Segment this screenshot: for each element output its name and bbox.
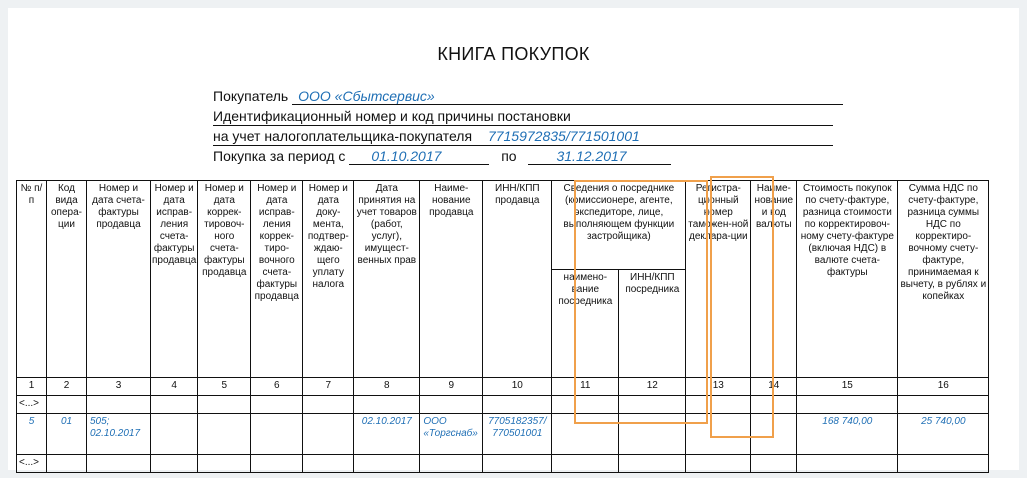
col-header-6: Номер и дата исправ-ления коррек-тиро-вочного счета-фактуры продавца: [251, 181, 303, 378]
col-header-8: Дата принятия на учет товаров (работ, услуг), имущест-венных прав: [354, 181, 420, 378]
col-header-1: № п/п: [17, 181, 47, 378]
col-header-15: Стоимость покупок по счету-фактуре, разница стоимости по корректировоч-ному счету-фактуре (включая НДС) в валюте счета-фактуры: [797, 181, 898, 378]
document-page: [8, 8, 1019, 470]
ellipsis-cell: <...>: [17, 455, 47, 473]
column-number-row: [17, 378, 989, 396]
col-header-12: ИНН/КПП посредника: [619, 270, 686, 378]
col-number: 4: [151, 378, 198, 396]
col-number: 6: [251, 378, 303, 396]
col-number: 2: [47, 378, 87, 396]
buyer-value: ООО «Сбытсервис»: [292, 88, 843, 105]
buyer-label: Покупатель: [213, 88, 289, 104]
col-number: 11: [552, 378, 619, 396]
document-title: КНИГА ПОКУПОК: [437, 44, 590, 64]
inn-line-2-label: на учет налогоплательщика-покупателя: [213, 128, 473, 144]
period-to: 31.12.2017: [528, 148, 671, 165]
col-number: 7: [303, 378, 354, 396]
col-header-11: наимено-вание посредника: [552, 270, 619, 378]
row-op-code: 01: [47, 414, 87, 455]
period-line: [213, 148, 671, 165]
inn-underline-1: [213, 125, 833, 126]
col-header-14: Наиме-нование и код валюты: [751, 181, 797, 378]
row-invoice: 505; 02.10.2017: [87, 414, 151, 455]
ellipsis-row: [17, 396, 989, 414]
col-header-9: Наиме-нование продавца: [420, 181, 483, 378]
col-header-13: Регистра-ционный номер таможен-ной деклара-ции: [686, 181, 751, 378]
col-header-5: Номер и дата коррек-тировоч-ного счета-фактуры продавца: [198, 181, 251, 378]
inn-line-1: Идентификационный номер и код причины постановки: [213, 108, 571, 124]
col-number: 5: [198, 378, 251, 396]
col-number: 15: [797, 378, 898, 396]
period-label: Покупка за период с: [213, 148, 346, 164]
col-number: 10: [483, 378, 552, 396]
col-number: 14: [751, 378, 797, 396]
buyer-line: [213, 88, 843, 105]
table-header-row: [17, 181, 989, 270]
ellipsis-cell: <...>: [17, 396, 47, 414]
period-to-label: по: [501, 148, 517, 164]
col-header-10: ИНН/КПП продавца: [483, 181, 552, 378]
row-seller-inn: 7705182357/ 770501001: [483, 414, 552, 455]
col-header-2: Код вида опера-ции: [47, 181, 87, 378]
ellipsis-row: [17, 455, 989, 473]
period-from: 01.10.2017: [349, 148, 489, 165]
inn-line-2: [213, 128, 843, 144]
row-accept-date: 02.10.2017: [354, 414, 420, 455]
row-vat: 25 740,00: [898, 414, 989, 455]
inn-underline-2: [213, 145, 833, 146]
col-number: 9: [420, 378, 483, 396]
row-seller: ООО «Торгснаб»: [420, 414, 483, 455]
col-header-4: Номер и дата исправ-ления счета-фактуры продавца: [151, 181, 198, 378]
table-row: [17, 414, 989, 455]
col-number: 1: [17, 378, 47, 396]
col-number: 12: [619, 378, 686, 396]
purchase-book-table: [16, 180, 989, 473]
col-header-16: Сумма НДС по счету-фактуре, разница суммы НДС по корректиро-вочному счету-фактуре, принимаемая к вычету, в рублях и копейках: [898, 181, 989, 378]
col-number: 16: [898, 378, 989, 396]
col-header-7: Номер и дата доку-мента, подтвер-ждаю-щего уплату налога: [303, 181, 354, 378]
col-number: 3: [87, 378, 151, 396]
col-number: 13: [686, 378, 751, 396]
row-cost: 168 740,00: [797, 414, 898, 455]
col-header-intermediary: Сведения о посреднике (комиссионере, агенте, экспедиторе, лице, выполняющем функции застройщика): [552, 181, 686, 270]
row-number: 5: [17, 414, 47, 455]
col-number: 8: [354, 378, 420, 396]
inn-value: 7715972835/771501001: [487, 128, 640, 144]
col-header-3: Номер и дата счета-фактуры продавца: [87, 181, 151, 378]
